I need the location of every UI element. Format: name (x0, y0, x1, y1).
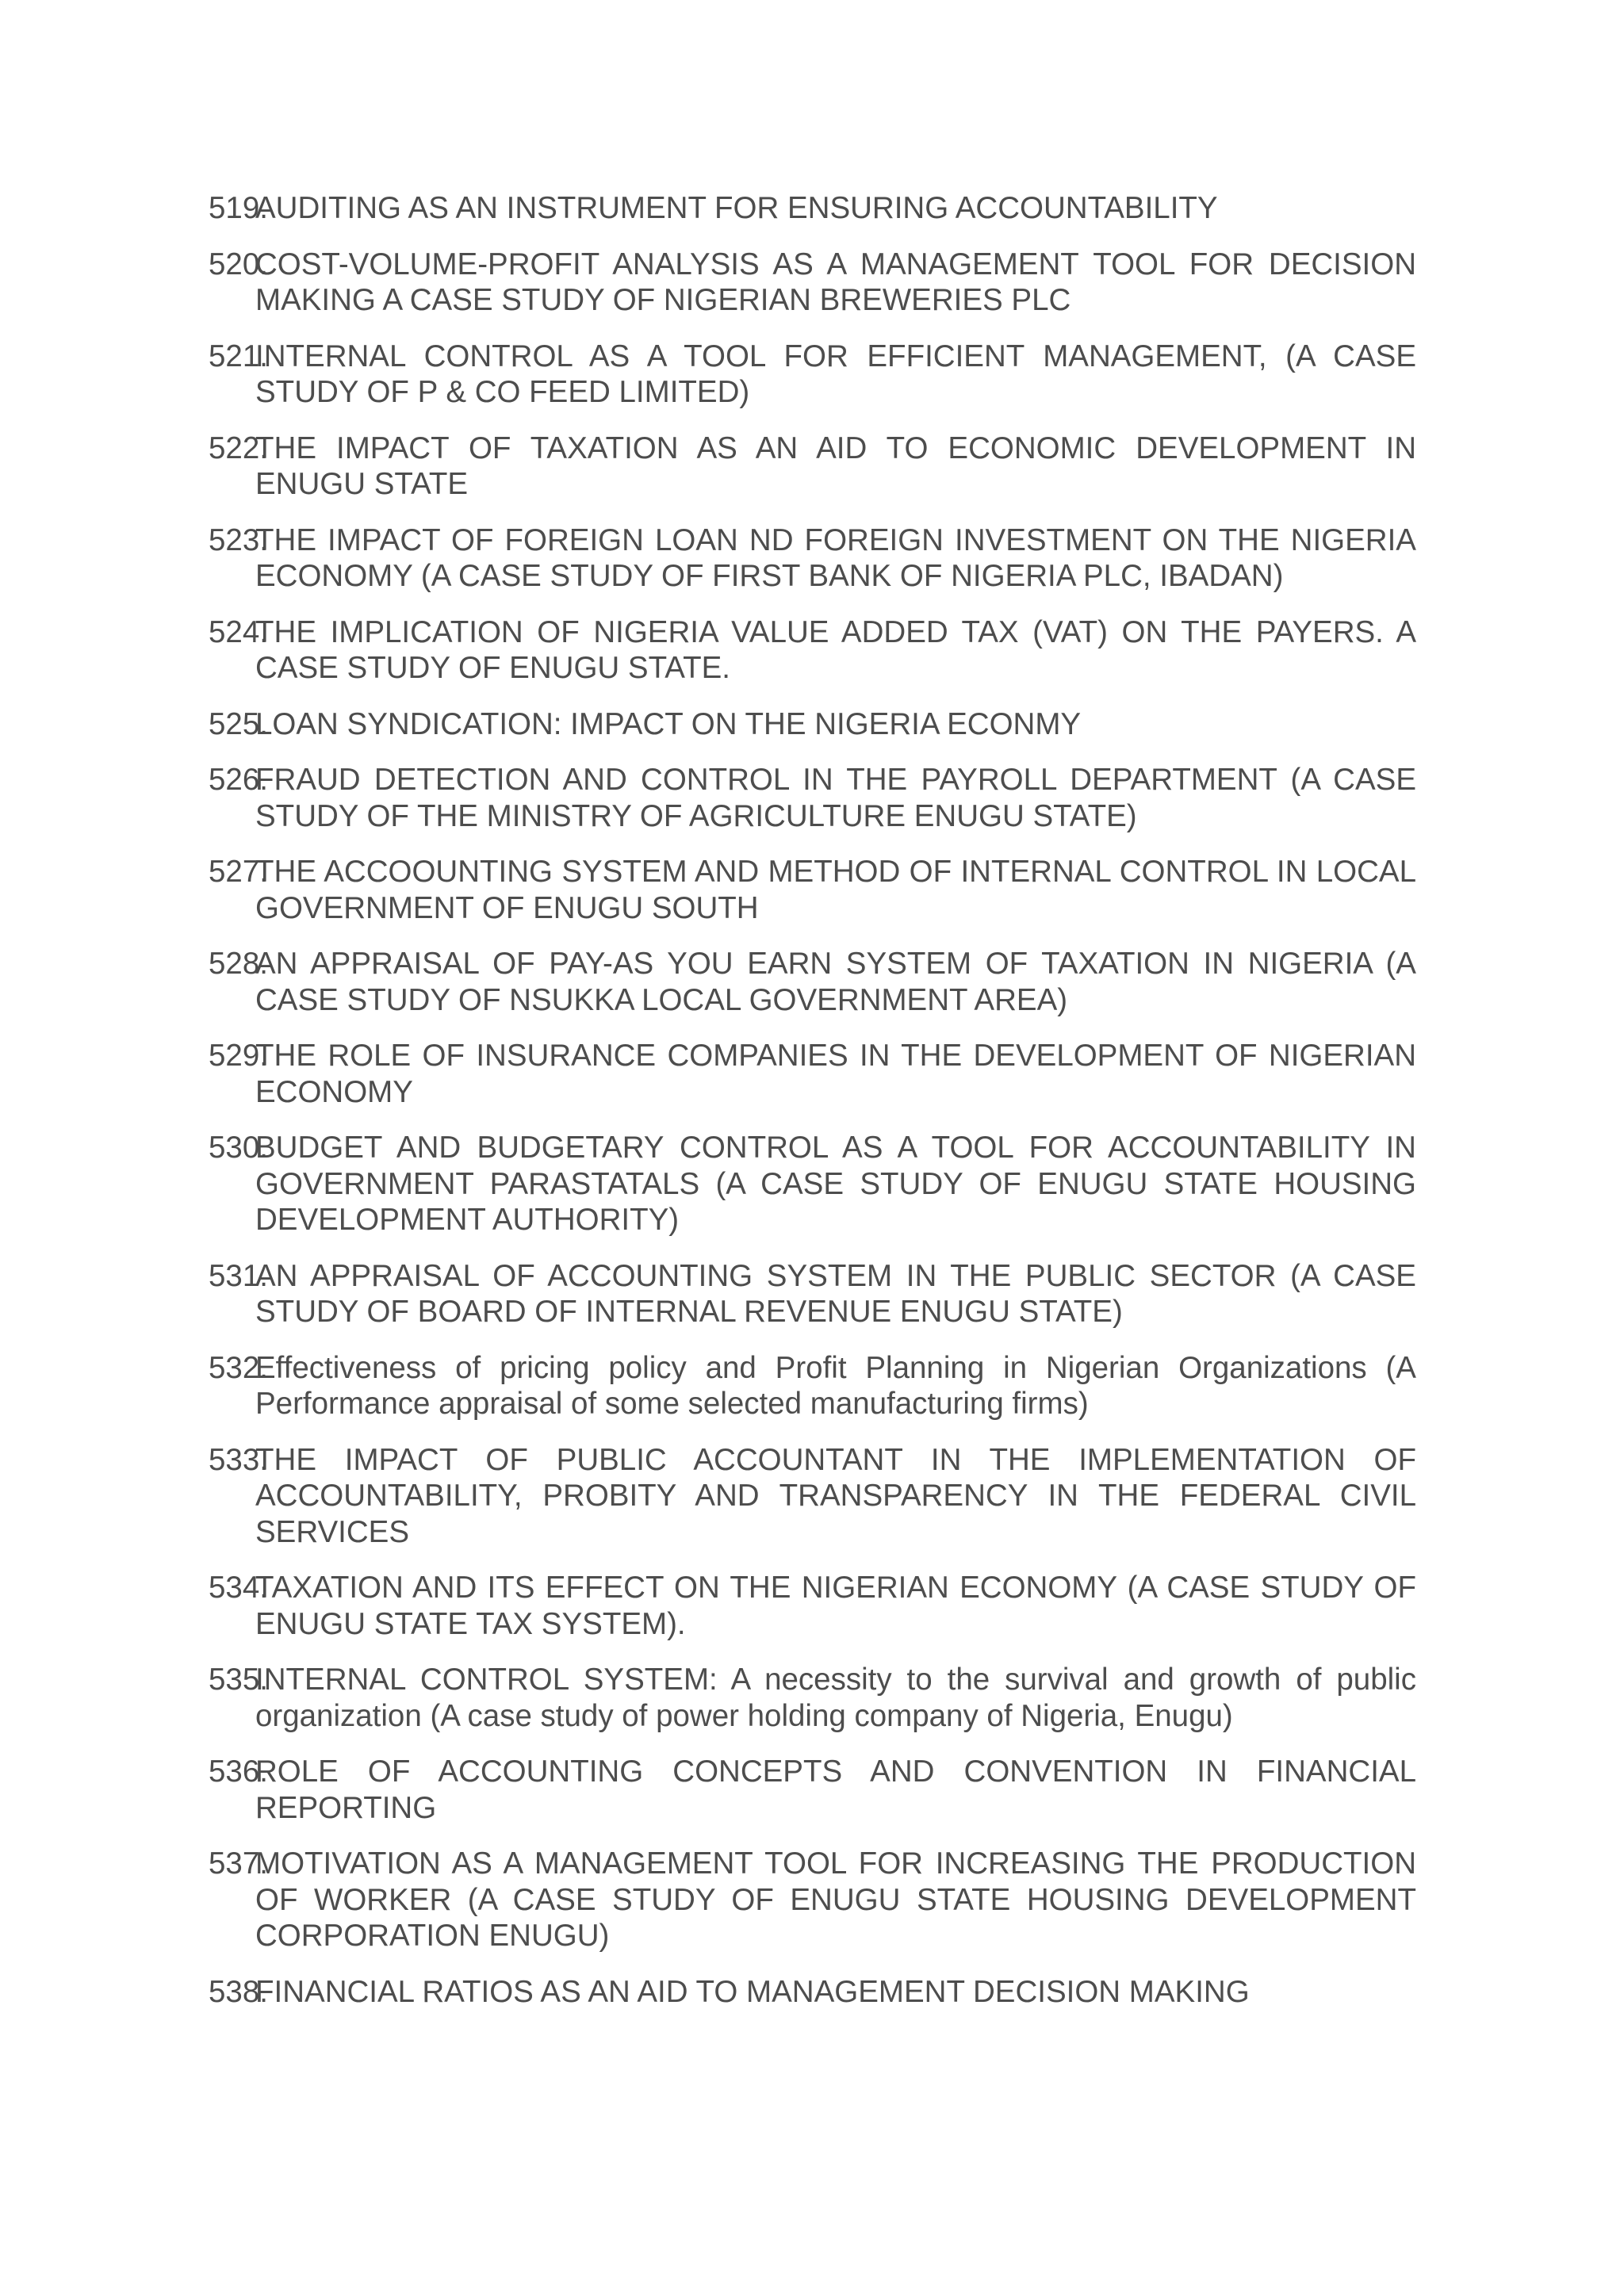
topic-title: THE IMPLICATION OF NIGERIA VALUE ADDED TAX (VAT) ON THE PAYERS. A CASE STUDY OF ENUGU STATE. (255, 614, 1416, 685)
topic-title: TAXATION AND ITS EFFECT ON THE NIGERIAN ECONOMY (A CASE STUDY OF ENUGU STATE TAX SYSTEM). (255, 1571, 1416, 1641)
topic-item (209, 1038, 1416, 1110)
topic-title: INTERNAL CONTROL SYSTEM: A necessity to the survival and growth of public organization (A case study of power holding company of Nigeria, Enugu) (255, 1663, 1416, 1733)
topic-item (209, 1258, 1416, 1330)
topic-title: FINANCIAL RATIOS AS AN AID TO MANAGEMENT DECISION MAKING (255, 1974, 1250, 2009)
topic-title: THE ACCOOUNTING SYSTEM AND METHOD OF INTERNAL CONTROL IN LOCAL GOVERNMENT OF ENUGU SOUTH (255, 855, 1416, 925)
topic-title: THE IMPACT OF TAXATION AS AN AID TO ECONOMIC DEVELOPMENT IN ENUGU STATE (255, 430, 1416, 501)
topic-title: MOTIVATION AS A MANAGEMENT TOOL FOR INCREASING THE PRODUCTION OF WORKER (A CASE STUDY OF ENUGU STATE HOUSING DEVELOPMENT CORPORATION ENUGU) (255, 1846, 1416, 1953)
topic-item (209, 762, 1416, 834)
topic-number: 524. (209, 614, 268, 649)
topic-number: 521. (209, 339, 268, 373)
topic-item (209, 1350, 1416, 1422)
topic-title: BUDGET AND BUDGETARY CONTROL AS A TOOL FOR ACCOUNTABILITY IN GOVERNMENT PARASTATALS (A CASE STUDY OF ENUGU STATE HOUSING DEVELOPMENT AUTHORITY) (255, 1131, 1416, 1237)
topic-item (209, 854, 1416, 926)
topic-item (209, 430, 1416, 503)
topic-list (209, 190, 1416, 2030)
topic-title: INTERNAL CONTROL AS A TOOL FOR EFFICIENT MANAGEMENT, (A CASE STUDY OF P & CO FEED LIMITED) (255, 339, 1416, 409)
topic-number: 522. (209, 430, 268, 465)
topic-title: ROLE OF ACCOUNTING CONCEPTS AND CONVENTION IN FINANCIAL REPORTING (255, 1755, 1416, 1825)
topic-number: 536. (209, 1755, 268, 1789)
topic-title: Effectiveness of pricing policy and Profit Planning in Nigerian Organizations (A Performance appraisal of some selected manufacturing firms) (255, 1350, 1416, 1421)
topic-item (209, 1662, 1416, 1734)
topic-item (209, 247, 1416, 319)
topic-item (209, 614, 1416, 687)
topic-number: 527. (209, 855, 268, 889)
topic-number: 538. (209, 1974, 268, 2009)
topic-item (209, 1846, 1416, 1954)
topic-item (209, 1442, 1416, 1551)
topic-number: 523. (209, 522, 268, 557)
topic-item (209, 1974, 1416, 2011)
topic-title: AUDITING AS AN INSTRUMENT FOR ENSURING ACCOUNTABILITY (255, 191, 1218, 225)
topic-number: 532. (209, 1350, 268, 1385)
topic-title: FRAUD DETECTION AND CONTROL IN THE PAYROLL DEPARTMENT (A CASE STUDY OF THE MINISTRY OF AGRICULTURE ENUGU STATE) (255, 763, 1416, 833)
topic-title: THE ROLE OF INSURANCE COMPANIES IN THE DEVELOPMENT OF NIGERIAN ECONOMY (255, 1039, 1416, 1109)
topic-item (209, 190, 1416, 227)
topic-item (209, 1570, 1416, 1642)
topic-title: COST-VOLUME-PROFIT ANALYSIS AS A MANAGEMENT TOOL FOR DECISION MAKING A CASE STUDY OF NIGERIAN BREWERIES PLC (255, 247, 1416, 317)
topic-item (209, 706, 1416, 743)
topic-number: 534. (209, 1571, 268, 1605)
topic-item (209, 1754, 1416, 1826)
topic-item (209, 946, 1416, 1018)
topic-number: 535. (209, 1663, 268, 1697)
topic-title: AN APPRAISAL OF ACCOUNTING SYSTEM IN THE PUBLIC SECTOR (A CASE STUDY OF BOARD OF INTERNAL REVENUE ENUGU STATE) (255, 1258, 1416, 1329)
topic-number: 533. (209, 1442, 268, 1477)
topic-number: 525. (209, 706, 268, 741)
topic-title: LOAN SYNDICATION: IMPACT ON THE NIGERIA ECONMY (255, 706, 1082, 741)
topic-title: THE IMPACT OF FOREIGN LOAN ND FOREIGN INVESTMENT ON THE NIGERIA ECONOMY (A CASE STUDY OF FIRST BANK OF NIGERIA PLC, IBADAN) (255, 522, 1416, 593)
topic-number: 519. (209, 191, 268, 225)
topic-title: THE IMPACT OF PUBLIC ACCOUNTANT IN THE IMPLEMENTATION OF ACCOUNTABILITY, PROBITY AND TRANSPARENCY IN THE FEDERAL CIVIL SERVICES (255, 1442, 1416, 1549)
topic-item (209, 522, 1416, 595)
topic-item (209, 1130, 1416, 1238)
topic-number: 537. (209, 1846, 268, 1881)
topic-number: 530. (209, 1131, 268, 1165)
topic-item (209, 339, 1416, 411)
topic-number: 528. (209, 947, 268, 981)
topic-title: AN APPRAISAL OF PAY-AS YOU EARN SYSTEM OF TAXATION IN NIGERIA (A CASE STUDY OF NSUKKA LOCAL GOVERNMENT AREA) (255, 947, 1416, 1017)
topic-number: 529. (209, 1039, 268, 1073)
topic-number: 531. (209, 1258, 268, 1293)
topic-number: 520. (209, 247, 268, 281)
topic-number: 526. (209, 763, 268, 797)
